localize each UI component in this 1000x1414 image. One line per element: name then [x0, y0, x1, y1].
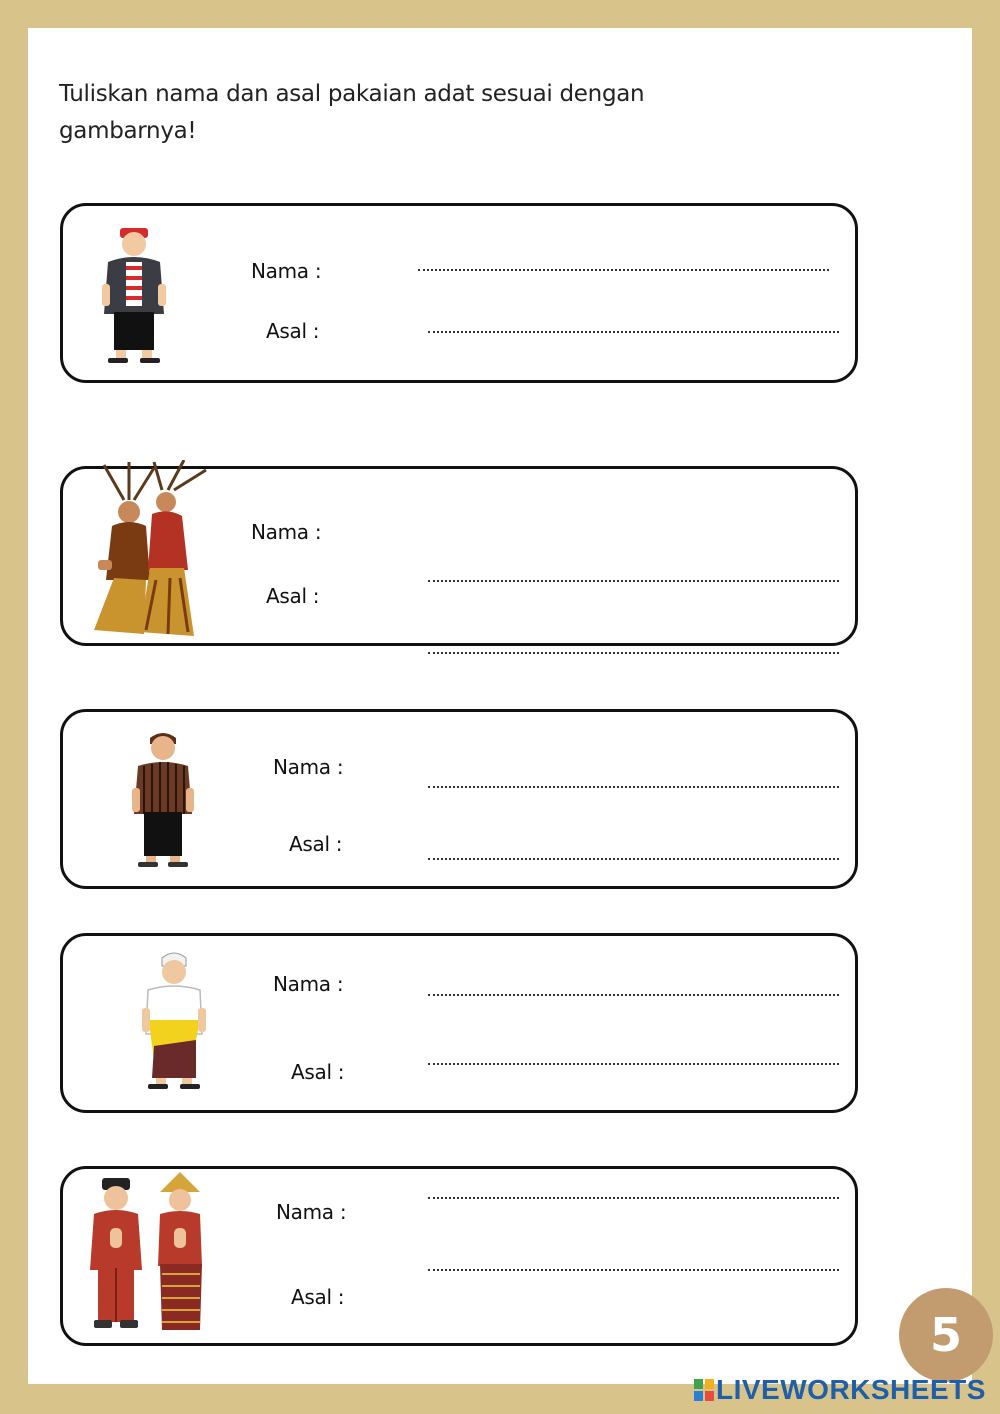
asal-answer-line[interactable] [428, 1269, 839, 1271]
madura-costume-illustration [98, 222, 170, 368]
nama-label: Nama : [273, 972, 344, 996]
brand-name: LIVEWORKSHEETS [716, 1374, 986, 1405]
asal-answer-line[interactable] [428, 652, 839, 654]
balinese-costume-illustration [140, 950, 208, 1094]
asal-label: Asal : [266, 584, 320, 608]
liveworksheets-brand [694, 1374, 986, 1406]
nama-answer-line[interactable] [428, 786, 839, 788]
nama-answer-line[interactable] [428, 994, 839, 996]
asal-label: Asal : [289, 832, 343, 856]
answer-card-1 [60, 203, 858, 383]
asal-answer-line[interactable] [428, 331, 839, 333]
instruction-text: Tuliskan nama dan asal pakaian adat sesuai dengan gambarnya! [59, 81, 645, 144]
page-number-badge: 5 [899, 1288, 993, 1382]
asal-label: Asal : [291, 1285, 345, 1309]
nama-answer-line[interactable] [428, 1197, 839, 1199]
asal-answer-line[interactable] [428, 858, 839, 860]
asal-answer-line[interactable] [428, 1063, 839, 1065]
javanese-surjan-costume-illustration [130, 728, 196, 870]
nama-label: Nama : [276, 1200, 347, 1224]
nama-label: Nama : [251, 520, 322, 544]
asal-label: Asal : [291, 1060, 345, 1084]
nama-answer-line[interactable] [428, 580, 839, 582]
nama-label: Nama : [273, 755, 344, 779]
dayak-couple-costume-illustration [84, 460, 214, 640]
asal-label: Asal : [266, 319, 320, 343]
liveworksheets-logo-icon [694, 1379, 714, 1401]
nama-label: Nama : [251, 259, 322, 283]
minang-couple-costume-illustration [84, 1170, 214, 1340]
nama-answer-line[interactable] [418, 269, 829, 271]
